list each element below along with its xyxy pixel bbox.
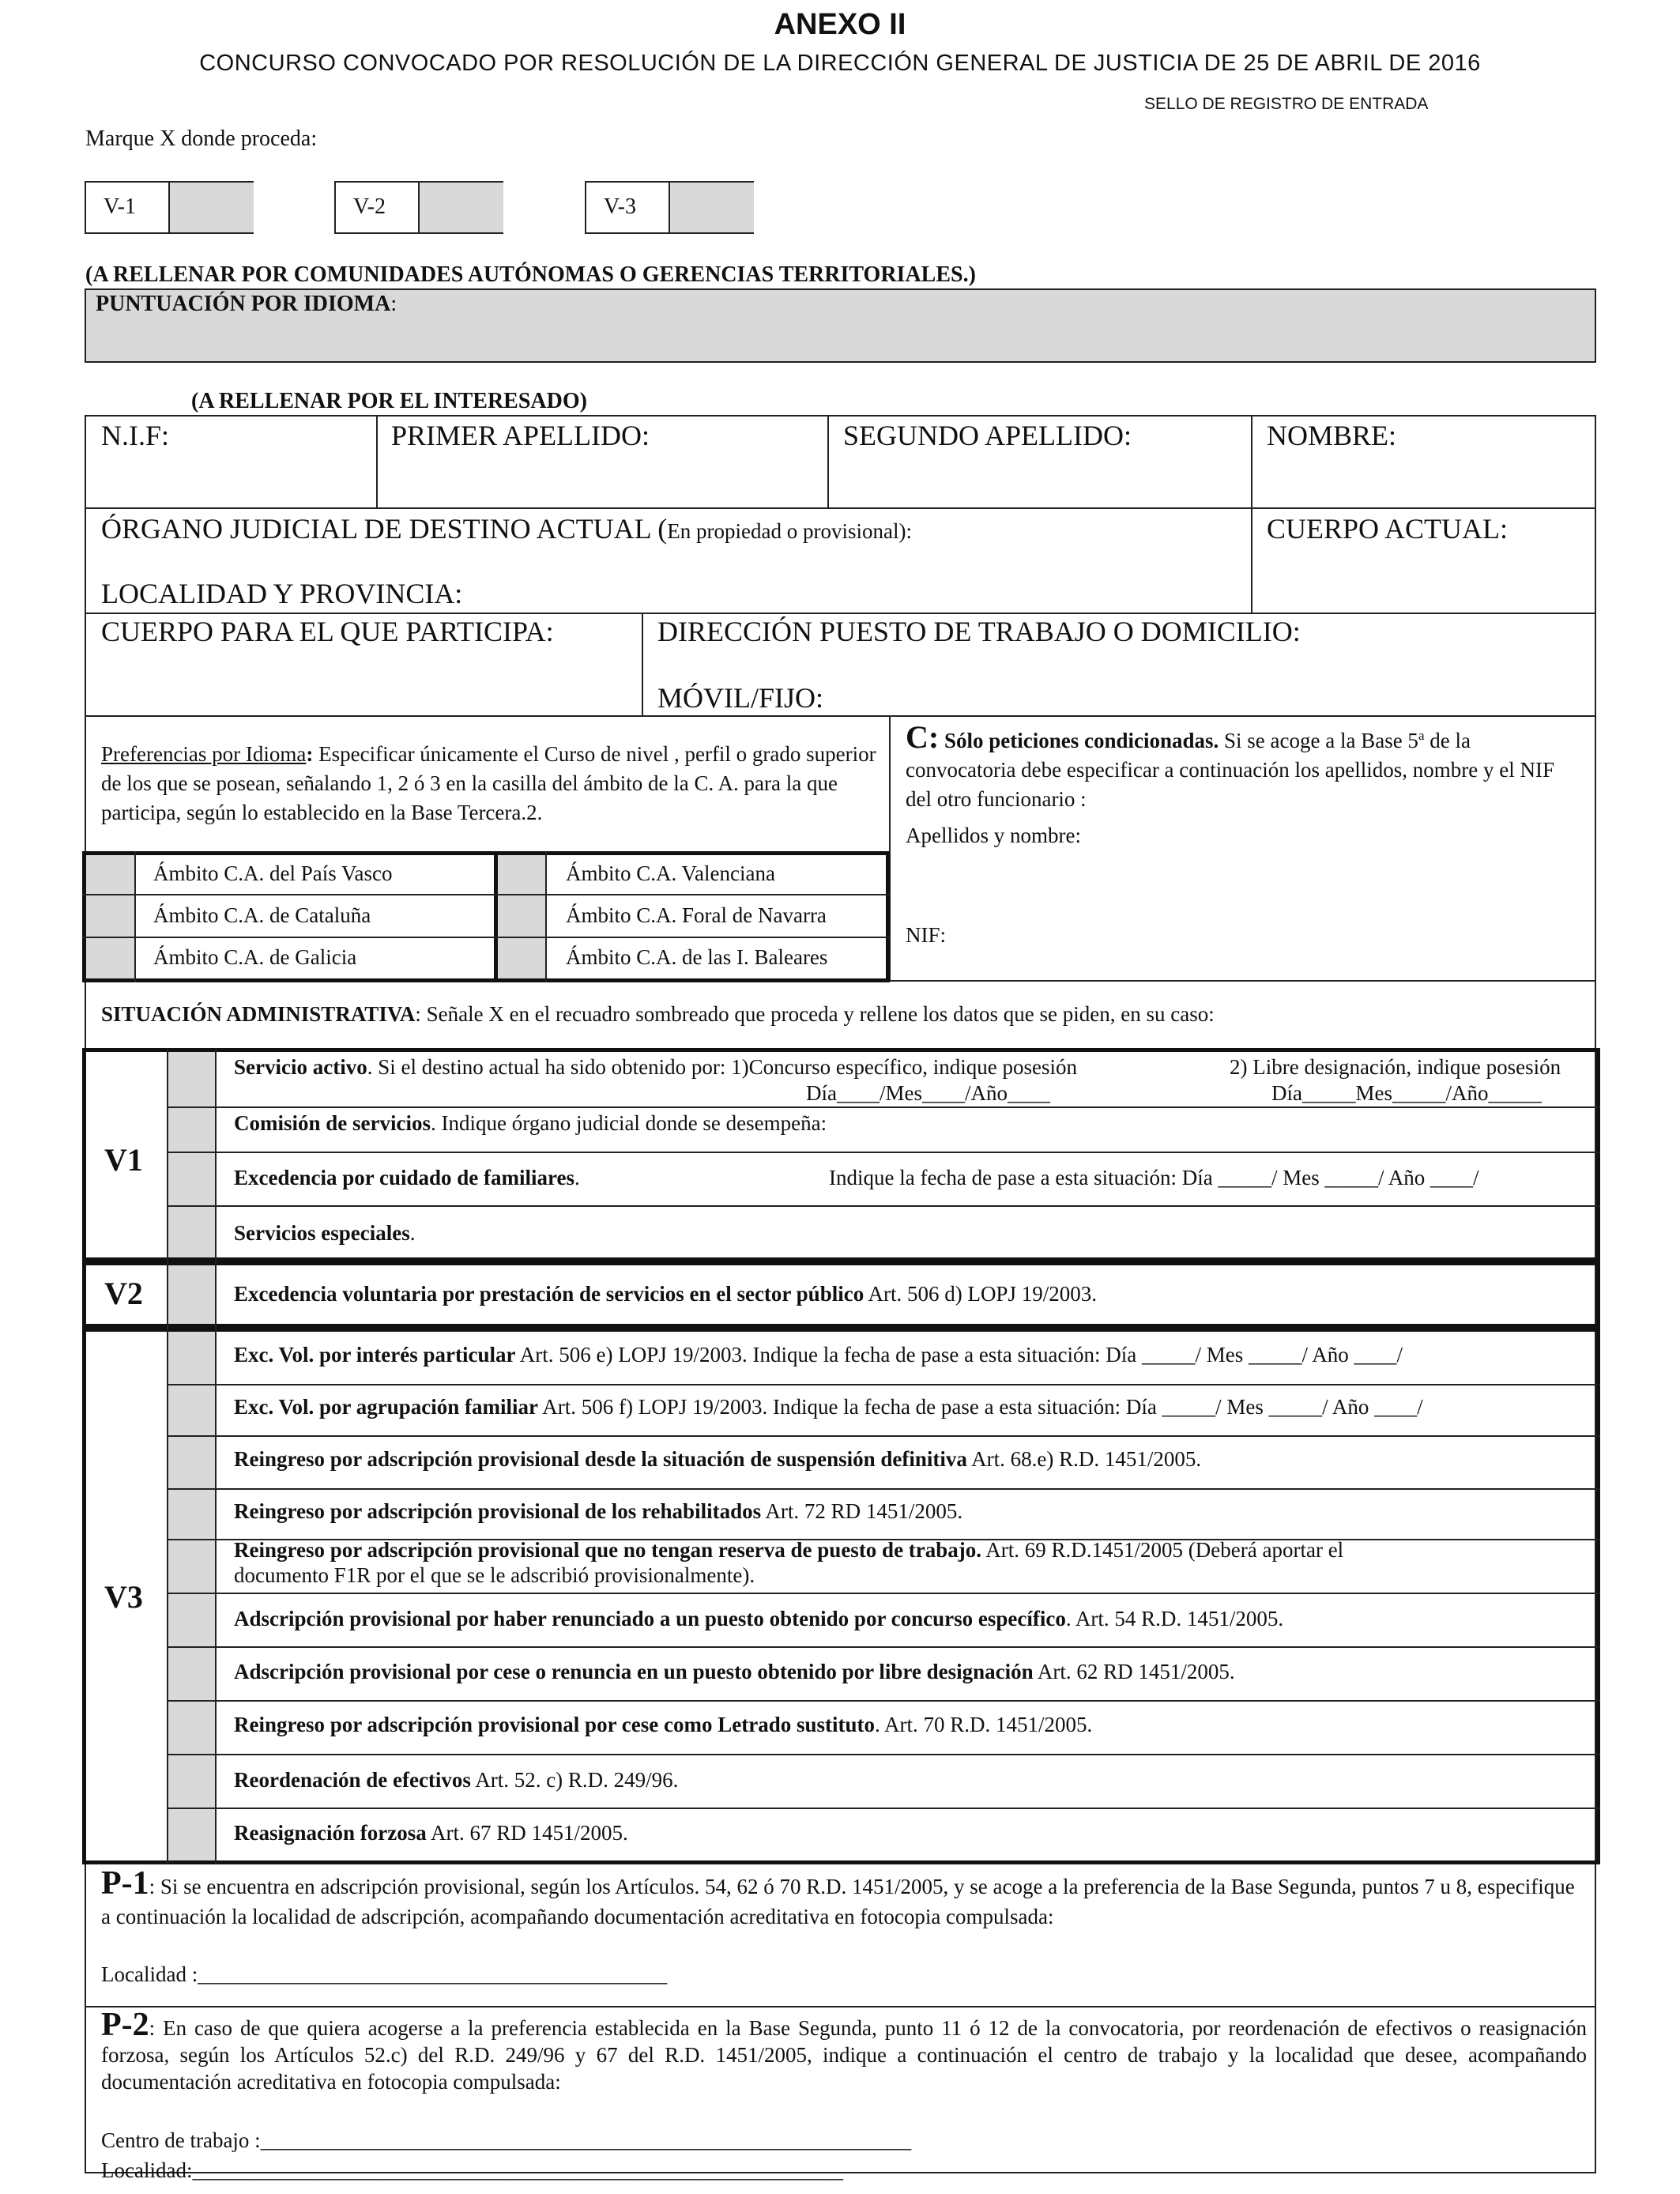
ambito-checkbox-navarra[interactable] — [498, 895, 545, 937]
selector-instruction: Marque X donde proceda: — [85, 126, 318, 151]
segundo-apellido-field[interactable]: SEGUNDO APELLIDO: — [843, 420, 1132, 451]
v1-checkbox-excedencia[interactable] — [168, 1153, 215, 1205]
puntuacion-label: PUNTUACIÓN POR IDIOMA: — [96, 292, 397, 316]
v1-label: V1 — [104, 1142, 143, 1178]
condicionadas-nif-field[interactable]: NIF: — [906, 923, 947, 947]
ambito-checkbox-cataluna[interactable] — [86, 895, 134, 937]
p1-localidad-field[interactable]: Localidad :____________________________________________ — [101, 1962, 668, 1986]
v3-checkbox[interactable] — [168, 1755, 215, 1808]
ambito-checkbox-galicia[interactable] — [86, 938, 134, 978]
v3-checkbox[interactable] — [168, 1702, 215, 1754]
v3-row-text: Exc. Vol. por interés particular Art. 506 e) LOPJ 19/2003. Indique la fecha de pase a esta situación: Día _____/ Mes _____/ Año ____/ — [234, 1343, 1403, 1367]
option-v3[interactable] — [585, 181, 754, 234]
cuerpo-actual-field[interactable]: CUERPO ACTUAL: — [1267, 513, 1509, 545]
option-v1-checkbox[interactable] — [168, 183, 254, 232]
condicionadas-apellidos-field[interactable]: Apellidos y nombre: — [906, 824, 1081, 847]
v3-row-text: Reasignación forzosa Art. 67 RD 1451/2005. — [234, 1821, 628, 1845]
option-v1-label: V-1 — [104, 194, 136, 219]
v2-label: V2 — [104, 1276, 143, 1311]
movil-field[interactable]: MÓVIL/FIJO: — [657, 682, 824, 714]
v1-servicio-activo-libre: 2) Libre designación, indique posesión — [1230, 1055, 1561, 1079]
ambito-checkbox-valenciana[interactable] — [498, 855, 545, 894]
v3-row-text: Adscripción provisional por cese o renuncia en un puesto obtenido por libre designación Art. 62 RD 1451/2005. — [234, 1660, 1235, 1683]
v3-checkbox[interactable] — [168, 1490, 215, 1539]
page-subtitle: CONCURSO CONVOCADO POR RESOLUCIÓN DE LA DIRECCIÓN GENERAL DE JUSTICIA DE 25 DE ABRIL DE 2016 — [199, 51, 1481, 76]
v1-especiales-text: Servicios especiales. — [234, 1221, 416, 1245]
cuerpo-participa-field[interactable]: CUERPO PARA EL QUE PARTICIPA: — [101, 616, 554, 647]
ambito-label: Ámbito C.A. Foral de Navarra — [566, 903, 827, 927]
page-title: ANEXO II — [774, 8, 906, 41]
stamp-label: SELLO DE REGISTRO DE ENTRADA — [1144, 95, 1429, 113]
p2-localidad-field[interactable]: Localidad:_____________________________________________________________ — [101, 2158, 843, 2182]
p2-text: P-2: En caso de que quiera acogerse a la preferencia establecida en la Base Segunda, punto 11 ó 12 de la convocatoria, por reordenación de efectivos o reasignación forzosa, según los Artículos 52.c) del R.D. 249/96 y 67 del R.D. 1451/2005, indique a continuación el centro de trabajo y la localidad que desee, acompañando documentación acreditativa en fotocopia compulsada: — [101, 2007, 1587, 2094]
v3-row-text: Reordenación de efectivos Art. 52. c) R.D. 249/96. — [234, 1768, 679, 1792]
v3-checkbox[interactable] — [168, 1540, 215, 1593]
ambito-label: Ámbito C.A. del País Vasco — [153, 861, 393, 885]
v1-fecha-libre[interactable]: Día_____Mes_____/Año_____ — [1271, 1081, 1542, 1105]
v1-excedencia-text: Excedencia por cuidado de familiares. — [234, 1166, 580, 1189]
nombre-field[interactable]: NOMBRE: — [1267, 420, 1397, 451]
situacion-administrativa-heading: SITUACIÓN ADMINISTRATIVA: Señale X en el recuadro sombreado que proceda y rellene los datos que se piden, en su caso: — [101, 1002, 1215, 1026]
localidad-provincia-field[interactable]: LOCALIDAD Y PROVINCIA: — [101, 578, 463, 609]
v1-checkbox-especiales[interactable] — [168, 1207, 215, 1257]
v3-checkbox[interactable] — [168, 1648, 215, 1700]
v1-excedencia-fecha[interactable]: Indique la fecha de pase a esta situación: Día _____/ Mes _____/ Año ____/ — [829, 1166, 1479, 1189]
admin-heading: (A RELLENAR POR COMUNIDADES AUTÓNOMAS O GERENCIAS TERRITORIALES.) — [85, 262, 976, 287]
option-v2-label: V-2 — [353, 194, 386, 219]
v1-servicio-activo-text: Servicio activo. Si el destino actual ha sido obtenido por: 1)Concurso específico, indique posesión — [234, 1055, 1078, 1079]
option-v1[interactable] — [85, 181, 254, 234]
p2-centro-field[interactable]: Centro de trabajo :_____________________________________________________________ — [101, 2128, 912, 2152]
ambito-checkbox-baleares[interactable] — [498, 938, 545, 978]
organo-judicial-field[interactable]: ÓRGANO JUDICIAL DE DESTINO ACTUAL (En propiedad o provisional): — [101, 513, 912, 545]
v3-row-text: Adscripción provisional por haber renunciado a un puesto obtenido por concurso específico. Art. 54 R.D. 1451/2005. — [234, 1607, 1284, 1630]
option-v3-checkbox[interactable] — [669, 183, 754, 232]
ambito-label: Ámbito C.A. Valenciana — [566, 861, 775, 885]
ambito-label: Ámbito C.A. de Galicia — [153, 945, 357, 969]
v1-checkbox-comision[interactable] — [168, 1108, 215, 1152]
v3-row-text: Reingreso por adscripción provisional desde la situación de suspensión definitiva Art. 68.e) R.D. 1451/2005. — [234, 1447, 1202, 1471]
option-v2[interactable] — [334, 181, 503, 234]
v3-row-text: Reingreso por adscripción provisional de los rehabilitados Art. 72 RD 1451/2005. — [234, 1499, 963, 1523]
v3-checkbox[interactable] — [168, 1332, 215, 1384]
v3-checkbox[interactable] — [168, 1594, 215, 1646]
v2-excedencia-text: Excedencia voluntaria por prestación de servicios en el sector público Art. 506 d) LOPJ 19/2003. — [234, 1282, 1097, 1306]
preferencias-idioma-text: Preferencias por Idioma: Especificar únicamente el Curso de nivel , perfil o grado superior de los que se posean, señalando 1, 2 ó 3 en la casilla del ámbito de la C. A. para la que participa, según lo establecido en la Base Tercera.2. — [101, 742, 876, 824]
condicionadas-text: C: Sólo peticiones condicionadas. Si se acoge a la Base 5$^a$ de la convocatoria debe especificar a continuación los apellidos, nombre y el NIF del otro funcionario : — [906, 719, 1554, 811]
puntuacion-idioma-box[interactable] — [85, 288, 1596, 363]
option-v2-checkbox[interactable] — [418, 183, 503, 232]
v2-checkbox-excedencia[interactable] — [168, 1265, 215, 1324]
v3-checkbox[interactable] — [168, 1809, 215, 1860]
direccion-field[interactable]: DIRECCIÓN PUESTO DE TRABAJO O DOMICILIO: — [657, 616, 1301, 647]
v3-row-text: Reingreso por adscripción provisional que no tengan reserva de puesto de trabajo. Art. 69 R.D.1451/2005 (Deberá aportar el documento F1R por el que se le adscribió provisionalmente). — [234, 1538, 1344, 1587]
v3-checkbox[interactable] — [168, 1385, 215, 1435]
ambito-label: Ámbito C.A. de las I. Baleares — [566, 945, 828, 969]
v1-comision-text: Comisión de servicios. Indique órgano judicial donde se desempeña: — [234, 1111, 827, 1135]
v1-fecha-concurso[interactable]: Día____/Mes____/Año____ — [806, 1081, 1050, 1105]
interesado-heading: (A RELLENAR POR EL INTERESADO) — [191, 389, 587, 413]
nif-field[interactable]: N.I.F: — [101, 420, 170, 451]
v3-label: V3 — [104, 1579, 143, 1615]
v1-checkbox-servicio-activo[interactable] — [168, 1052, 215, 1106]
p1-text: P-1: Si se encuentra en adscripción provisional, según los Artículos. 54, 62 ó 70 R.D. 1451/2005, y se acoge a la preferencia de la Base Segunda, puntos 7 u 8, especifique a continuación la localidad de adscripción, acompañando documentación acreditativa en fotocopia compulsada: — [101, 1865, 1575, 1928]
primer-apellido-field[interactable]: PRIMER APELLIDO: — [391, 420, 650, 451]
ambito-checkbox-pais-vasco[interactable] — [86, 855, 134, 894]
ambito-label: Ámbito C.A. de Cataluña — [153, 903, 371, 927]
v3-row-text: Exc. Vol. por agrupación familiar Art. 506 f) LOPJ 19/2003. Indique la fecha de pase a esta situación: Día _____/ Mes _____/ Año ____/ — [234, 1395, 1423, 1419]
v3-checkbox[interactable] — [168, 1437, 215, 1488]
v3-row-text: Reingreso por adscripción provisional por cese como Letrado sustituto. Art. 70 R.D. 1451/2005. — [234, 1713, 1093, 1736]
option-v3-label: V-3 — [604, 194, 636, 219]
